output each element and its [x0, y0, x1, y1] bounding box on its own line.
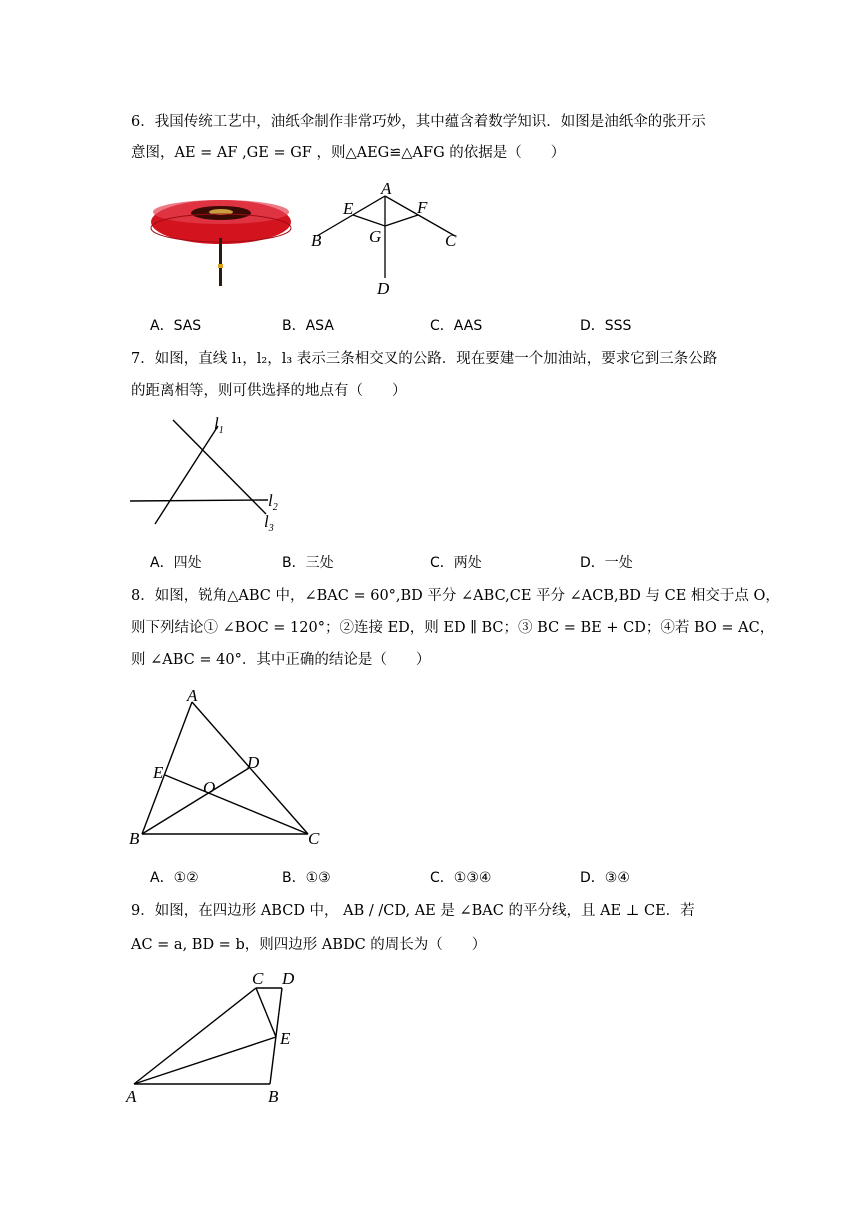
q7-option-b[interactable]: B．三处 [282, 555, 334, 571]
q9-quadrilateral-figure [122, 964, 312, 1109]
q8-option-b[interactable]: B．①③ [282, 870, 331, 886]
label-B: B [129, 829, 140, 848]
umbrella-handle [219, 238, 222, 286]
q8-triangle-figure [125, 684, 335, 849]
umbrella-image [148, 190, 294, 290]
label-F: F [417, 198, 428, 217]
label-A: A [187, 686, 198, 705]
q8-option-c[interactable]: C．①③④ [430, 870, 492, 886]
q6-option-c[interactable]: C．AAS [430, 318, 483, 334]
label-E: E [343, 199, 354, 218]
label-C: C [445, 231, 457, 250]
label-D: D [247, 753, 260, 772]
label-B: B [268, 1087, 279, 1106]
label-E: E [153, 763, 164, 782]
label-C: C [308, 829, 320, 848]
label-O: O [203, 778, 216, 797]
q6-option-a[interactable]: A．SAS [150, 318, 202, 334]
q9-text-line1: 9．如图，在四边形 ABCD 中， AB / /CD, AE 是 ∠BAC 的平分线，且 AE ⊥ CE．若 [131, 903, 695, 919]
label-l1: $l_1$ [214, 414, 224, 436]
label-C: C [252, 969, 264, 988]
label-l3: $l_3$ [264, 512, 274, 534]
q8-option-a[interactable]: A．①② [150, 870, 199, 886]
q8-text-line2: 则下列结论① ∠BOC = 120°；②连接 ED，则 ED ∥ BC；③ BC = BE + CD；④若 BO = AC， [131, 620, 775, 636]
q7-option-d[interactable]: D．一处 [580, 555, 633, 571]
label-l2: $l_2$ [268, 491, 278, 513]
q9-text-line2: AC = a, BD = b，则四边形 ABDC 的周长为（ ） [131, 937, 487, 953]
label-A: A [126, 1087, 137, 1106]
q8-option-d[interactable]: D．③④ [580, 870, 630, 886]
label-G: G [369, 227, 382, 246]
q8-text-line1: 8．如图，锐角△ABC 中，∠BAC = 60°,BD 平分 ∠ABC,CE 平分 ∠ACB,BD 与 CE 相交于点 O， [131, 588, 780, 604]
label-D: D [282, 969, 295, 988]
q6-option-d[interactable]: D．SSS [580, 318, 632, 334]
q7-option-a[interactable]: A．四处 [150, 555, 202, 571]
label-D: D [377, 279, 390, 298]
q8-text-line3: 则 ∠ABC = 40°．其中正确的结论是（ ） [131, 652, 431, 668]
q6-geometry-figure [305, 178, 475, 298]
label-B: B [311, 231, 322, 250]
q6-option-b[interactable]: B．ASA [282, 318, 334, 334]
q7-lines-figure [128, 414, 288, 544]
q7-text-line1: 7．如图，直线 l₁，l₂，l₃ 表示三条相交叉的公路．现在要建一个加油站，要求它到三条公路 [131, 351, 718, 367]
label-A: A [381, 179, 392, 198]
label-E: E [280, 1029, 291, 1048]
q6-text-line1: 6．我国传统工艺中，油纸伞制作非常巧妙，其中蕴含着数学知识．如图是油纸伞的张开示 [131, 114, 706, 130]
q7-text-line2: 的距离相等，则可供选择的地点有（ ） [131, 383, 407, 399]
q7-option-c[interactable]: C．两处 [430, 555, 482, 571]
q6-text-line2: 意图，AE = AF ,GE = GF ，则△AEG≌△AFG 的依据是（ ） [131, 145, 566, 161]
